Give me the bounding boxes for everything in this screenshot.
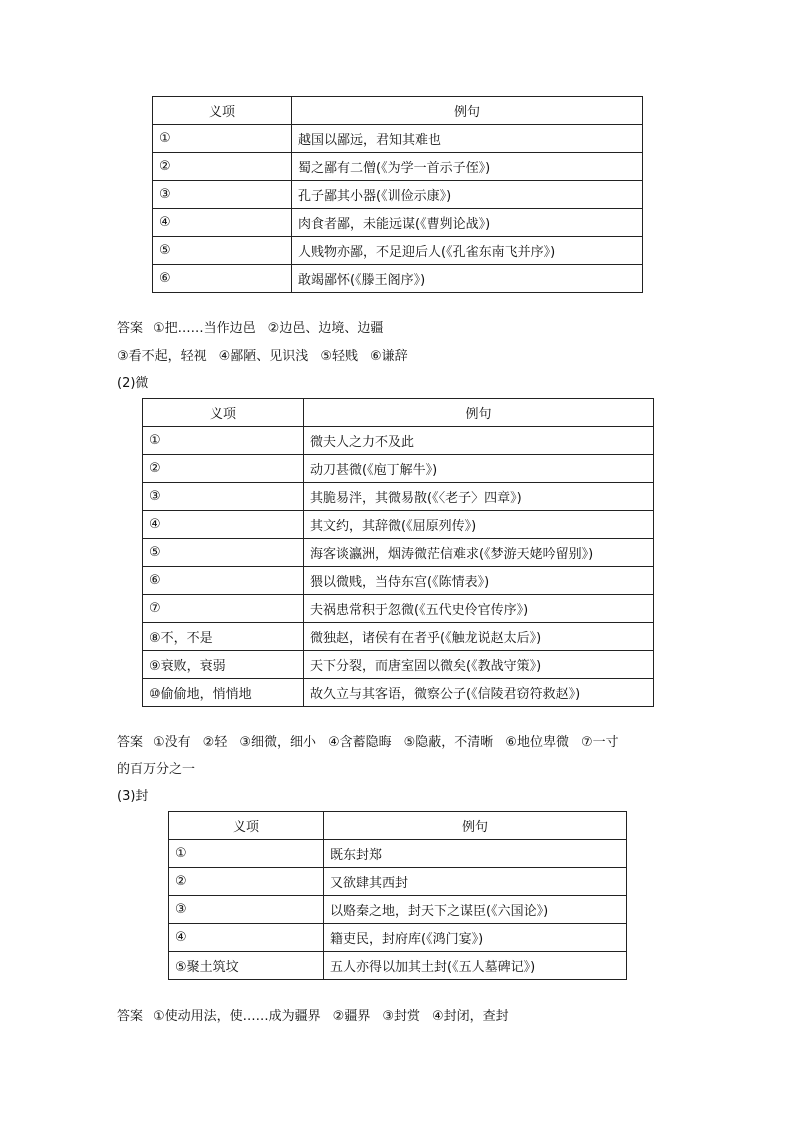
answer-item: ②疆界 [332, 1009, 371, 1024]
meaning-cell: ⑤ [143, 539, 304, 567]
answer-item: ④含蓄隐晦 [327, 735, 392, 750]
example-cell: 动刀甚微(《庖丁解牛》) [304, 455, 654, 483]
header-liju: 例句 [292, 97, 643, 125]
header-yixiang: 义项 [169, 812, 324, 840]
example-cell: 以赂秦之地，封天下之谋臣(《六国论》) [324, 896, 627, 924]
example-cell: 微独赵，诸侯有在者乎(《触龙说赵太后》) [304, 623, 654, 651]
meaning-cell: ⑩偷偷地，悄悄地 [143, 679, 304, 707]
example-cell: 海客谈瀛洲，烟涛微茫信难求(《梦游天姥吟留别》) [304, 539, 654, 567]
table-row [153, 265, 643, 293]
answer-item: ①没有 [153, 735, 191, 750]
meaning-cell: ④ [143, 511, 304, 539]
table-row [143, 651, 654, 679]
example-cell: 故久立与其客语，微察公子(《信陵君窃符救赵》) [304, 679, 654, 707]
example-cell: 肉食者鄙，未能远谋(《曹刿论战》) [292, 209, 643, 237]
answer-label: 答案 [117, 735, 144, 750]
meaning-cell: ② [153, 153, 292, 181]
section-heading: (3)封 [117, 789, 149, 804]
answer-item: ⑥地位卑微 [505, 735, 569, 750]
table-row [169, 896, 627, 924]
example-cell: 越国以鄙远，君知其难也 [292, 125, 643, 153]
table-header-row [143, 399, 654, 427]
table-feng [168, 811, 627, 980]
answer-item: ⑦一寸 [580, 735, 619, 750]
table-row [153, 153, 643, 181]
example-cell: 又欲肆其西封 [324, 868, 627, 896]
header-yixiang: 义项 [143, 399, 304, 427]
table-header-row [153, 97, 643, 125]
header-liju: 例句 [324, 812, 627, 840]
table-row [143, 483, 654, 511]
table-wei [142, 398, 654, 707]
table-row [143, 595, 654, 623]
example-cell: 天下分裂，而唐室固以微矣(《教战守策》) [304, 651, 654, 679]
meaning-cell: ④ [153, 209, 292, 237]
table-row [143, 511, 654, 539]
meaning-cell: ⑨衰败，衰弱 [143, 651, 304, 679]
example-cell: 蜀之鄙有二僧(《为学一首示子侄》) [292, 153, 643, 181]
meaning-cell: ⑤聚土筑坟 [169, 952, 324, 980]
answer-line [117, 731, 619, 750]
example-cell: 籍吏民，封府库(《鸿门宴》) [324, 924, 627, 952]
answer-item: ④封闭，查封 [431, 1009, 509, 1024]
answer-item: ④鄙陋、见识浅 [218, 349, 309, 364]
meaning-cell: ⑥ [143, 567, 304, 595]
meaning-cell: ④ [169, 924, 324, 952]
meaning-cell: ① [153, 125, 292, 153]
example-cell: 其文约，其辞微(《屈原列传》) [304, 511, 654, 539]
meaning-cell: ⑥ [153, 265, 292, 293]
answer-item: ③封赏 [382, 1009, 420, 1024]
meaning-cell: ③ [143, 483, 304, 511]
table-row [143, 455, 654, 483]
table-row [169, 952, 627, 980]
table-row [143, 679, 654, 707]
meaning-cell: ② [169, 868, 324, 896]
table-row [169, 924, 627, 952]
answer-label: 答案 [117, 321, 144, 336]
meaning-cell: ⑧不，不是 [143, 623, 304, 651]
answer-item: ①把……当作边邑 [153, 321, 256, 336]
answer-line [117, 317, 383, 336]
table-row [143, 623, 654, 651]
table-row [153, 181, 643, 209]
table-row [143, 427, 654, 455]
header-yixiang: 义项 [153, 97, 292, 125]
meaning-cell: ③ [153, 181, 292, 209]
answer-line [117, 758, 195, 777]
table-row [143, 539, 654, 567]
example-cell: 微夫人之力不及此 [304, 427, 654, 455]
answer-line [117, 345, 408, 364]
table-row [153, 237, 643, 265]
meaning-cell: ⑦ [143, 595, 304, 623]
answer-item: ⑥谦辞 [369, 349, 408, 364]
section-heading: (2)微 [117, 376, 149, 391]
example-cell: 五人亦得以加其土封(《五人墓碑记》) [324, 952, 627, 980]
example-cell: 敢竭鄙怀(《滕王阁序》) [292, 265, 643, 293]
answer-line [117, 1005, 509, 1024]
answer-item: ②轻 [202, 735, 228, 750]
table-row [169, 840, 627, 868]
answer-item: ⑤轻贱 [320, 349, 358, 364]
answer-item: 的百万分之一 [117, 762, 196, 777]
table-row [153, 125, 643, 153]
table-row [169, 868, 627, 896]
table-row [153, 209, 643, 237]
table-bi [152, 96, 643, 293]
example-cell: 猥以微贱，当侍东宫(《陈情表》) [304, 567, 654, 595]
answer-item: ①使动用法，使……成为疆界 [153, 1009, 321, 1024]
example-cell: 既东封郑 [324, 840, 627, 868]
answer-label: 答案 [117, 1009, 144, 1024]
table-row [143, 567, 654, 595]
header-liju: 例句 [304, 399, 654, 427]
meaning-cell: ③ [169, 896, 324, 924]
answer-item: ③看不起，轻视 [117, 349, 207, 364]
meaning-cell: ② [143, 455, 304, 483]
answer-item: ⑤隐蔽，不清晰 [403, 735, 494, 750]
example-cell: 夫祸患常积于忽微(《五代史伶官传序》) [304, 595, 654, 623]
answer-item: ③细微，细小 [239, 735, 316, 750]
example-cell: 其脆易泮，其微易散(《〈老子〉四章》) [304, 483, 654, 511]
table-header-row [169, 812, 627, 840]
example-cell: 孔子鄙其小器(《训俭示康》) [292, 181, 643, 209]
answer-item: ②边邑、边境、边疆 [267, 321, 384, 336]
meaning-cell: ① [143, 427, 304, 455]
example-cell: 人贱物亦鄙，不足迎后人(《孔雀东南飞并序》) [292, 237, 643, 265]
meaning-cell: ① [169, 840, 324, 868]
meaning-cell: ⑤ [153, 237, 292, 265]
